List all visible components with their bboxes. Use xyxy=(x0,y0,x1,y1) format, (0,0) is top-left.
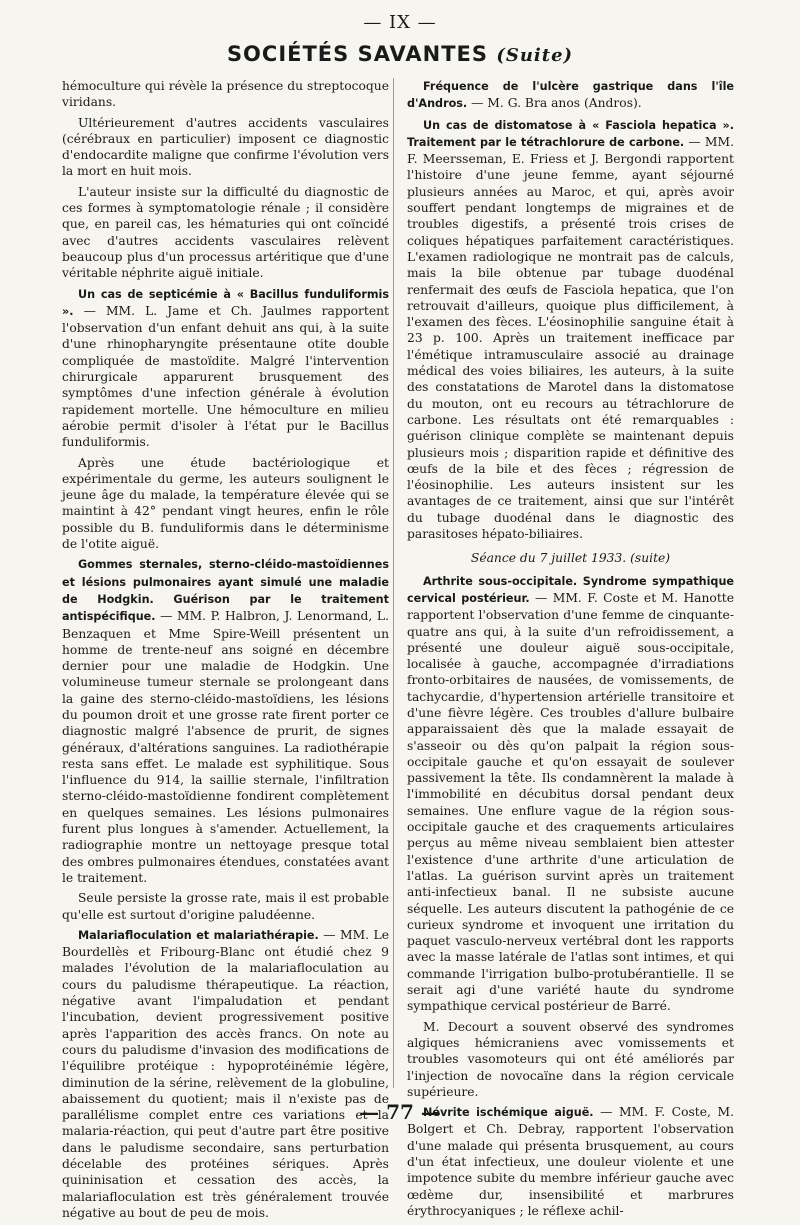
article-title: Un cas de distomatose à « Fasciola hepatica ». Traitement par le tétrachlorure de carbone. xyxy=(407,118,734,149)
article-body: — MM. F. Coste, M. Bolgert et Ch. Debray, rapportent l'observation d'une malade qui présenta brusquement, au cours d'un état infectieux, une douleur violente et une impotence subite du membre inférieur gauche avec œdème dur, insensibilité et marbrures érythrocyaniques ; le réflexe achil- xyxy=(407,1105,734,1218)
left-column xyxy=(62,78,389,1225)
article-body: — MM. Le Bourdellès et Fribourg-Blanc ont étudié chez 9 malades l'évolution de la malariafloculation au cours du paludisme thérapeutique. La réaction, négative avant l'impaludation et pendant l'incubation, devient progressivement positive après l'apparition des accès francs. On note au cours du paludisme d'invasion des modifications de l'équilibre protéique : hypoprotéinémie légère, diminution de la sérine, relèvement de la globuline, abaissement du quotient; mais il n'existe pas de parallélisme complet entre ces variations et la malaria-réaction, qui peut d'autre part être positive dans le paludisme secondaire, sans perturbation décelable des protéines sériques. Après quininisation et cessation des accès, la malariafloculation est très généralement trouvée négative au bout de peu de mois. xyxy=(62,927,389,1220)
section-title-suite: (Suite) xyxy=(496,45,574,66)
page-number: — 77 — xyxy=(359,1100,441,1124)
article-body: — MM. F. Coste et M. Hanotte rapportent l'observation d'une femme de cinquante-quatre ans qui, à la suite d'un refroidissement, a présenté une douleur aiguë sous-occipitale, localisée à gauche, accompagnée d'irradiations fronto-orbitaires de nausées, de vomissements, de tachycardie, d'hypertension artérielle transitoire et d'une fièvre légère. Ces troubles d'allure bulbaire apparaissaient dès que la malade essayait de s'asseoir ou dès qu'on palpait la région sous-occipitale gauche et qu'on essayait de soulever passivement la tête. Ils condamnèrent la malade à l'immobilité en décubitus dorsal pendant deux semaines. Une enflure vague de la région sous-occipitale gauche et des craquements articulaires perçus au même niveau semblaient bien attester l'existence d'une arthrite d'une articulation de l'atlas. La guérison survint après un traitement anti-infectieux banal. Il ne subsiste aucune séquelle. Les auteurs discutent la pathogénie de ce curieux syndrome et invoquent une irritation du paquet vasculo-nerveux vertébral dont les rapports avec la masse latérale de l'atlas sont intimes, et qui commande l'irrigation bulbo-protubérantielle. Il se serait agi d'une variété haute du syndrome sympathique cervical postérieur de Barré. xyxy=(407,590,735,1014)
article-body: — MM. F. Meersseman, E. Friess et J. Bergondi rapportent l'histoire d'une jeune femme, ayant séjourné plusieurs années au Maroc, et qui, après avoir souffert pendant longtemps de migraines et de troubles digestifs, a présenté trois crises de coliques hépatiques parfaitement caractéristiques. L'examen radiologique ne montrait pas de calculs, mais la bile obtenue par tubage duodénal renfermait des œufs de Fasciola hepatica, que l'on retrouvait d'ailleurs, quoique plus difficilement, à l'examen des fèces. L'éosinophilie sanguine était à 23 p. 100. Après un traitement inefficace par l'émétique intramusculaire associé au drainage médical des voies biliaires, les auteurs, à la suite des constatations de Marotel dans la distomatose du mouton, ont eu recours au tétrachlorure de carbone. Les résultats ont été remarquables : guérison clinique complète se maintenant depuis plusieurs mois ; disparition rapide et définitive des œufs de la bile et des fèces ; régression de l'éosinophilie. Les auteurs insistent sur les avantages de ce traitement, ainsi que sur l'intérêt du tubage duodénal dans le diagnostic des parasitoses hépato-biliaires. xyxy=(407,134,734,542)
column-divider xyxy=(393,78,394,1088)
paragraph: Après une étude bactériologique et expérimentale du germe, les auteurs soulignent le jeune âge du malade, la température élevée qui se maintint à 42° pendant vingt heures, enfin le rôle possible du B. funduliformis dans le déterminisme de l'otite aiguë. xyxy=(62,455,389,552)
session-heading: Séance du 7 juillet 1933. (suite) xyxy=(470,551,671,566)
article-entry xyxy=(407,117,734,543)
paragraph: Ultérieurement d'autres accidents vasculaires (cérébraux en particulier) imposent ce diagnostic d'endocardite maligne que confirme l'évolution vers la mort en huit mois. xyxy=(62,115,389,179)
article-title: Un cas de septicémie à « Bacillus funduliformis ». xyxy=(62,287,389,318)
article-entry xyxy=(62,927,389,1221)
article-entry xyxy=(407,78,734,113)
article-body: — MM. L. Jame et Ch. Jaulmes rapportent l'observation d'un enfant dehuit ans qui, à la suite d'une rhinopharyngite présentaune otite double compliquée de mastoïdite. Malgré l'intervention chirurgicale apparurent brusquement des symptômes d'une infection générale à évolution rapidement mortelle. Une hémoculture en milieu aérobie permit d'isoler à l'état pur le Bacillus funduliformis. xyxy=(62,303,389,450)
right-column xyxy=(407,78,734,1223)
article-title: Malariafloculation et malariathérapie. xyxy=(78,928,319,942)
section-title xyxy=(0,42,800,66)
article-title: Gommes sternales, sterno-cléido-mastoïdiennes et lésions pulmonaires ayant simulé une maladie de Hodgkin. Guérison par le traitement antispécifique. xyxy=(62,558,389,624)
article-title: Fréquence de l'ulcère gastrique dans l'île d'Andros. xyxy=(407,80,734,111)
article-entry xyxy=(407,573,734,1015)
paragraph: M. Decourt a souvent observé des syndromes algiques hémicraniens avec vomissements et troubles vasomoteurs qui ont été améliorés par l'injection de novocaïne dans la région cervicale supérieure. xyxy=(407,1019,734,1099)
article-entry xyxy=(62,286,389,451)
paragraph: Seule persiste la grosse rate, mais il est probable qu'elle est surtout d'origine paludéenne. xyxy=(62,891,389,922)
paragraph: L'auteur insiste sur la difficulté du diagnostic de ces formes à symptomatologie rénale ; il considère que, en pareil cas, les hématuries qui ont coïncidé avec d'autres accidents vasculaires relèvent beaucoup plus d'un processus artéritique que d'une véritable néphrite aiguë initiale. xyxy=(62,184,389,281)
section-title-text: SOCIÉTÉS SAVANTES xyxy=(226,42,488,66)
article-title: Névrite ischémique aiguë. xyxy=(423,1106,594,1120)
article-entry xyxy=(62,556,389,886)
paragraph: hémoculture qui révèle la présence du streptocoque viridans. xyxy=(62,79,389,110)
page-roman-numeral: — IX — xyxy=(363,12,437,33)
article-title: Arthrite sous-occipitale. Syndrome sympathique cervical postérieur. xyxy=(407,574,734,605)
article-body: — MM. P. Halbron, J. Lenormand, L. Benzaquen et Mme Spire-Weill présentent un homme de trente-neuf ans soigné en décembre dernier pour une maladie de Hodgkin. Une volumineuse tumeur sternale se prolongeant dans la gaine des sterno-cléido-mastoïdiens, les lésions du poumon droit et une grosse rate firent porter ce diagnostic malgré l'absence de prurit, de signes généraux, d'altérations sanguines. La radiothérapie resta sans effet. Le malade est syphilitique. Sous l'influence du 914, la saillie sternale, l'infiltration sterno-cléido-mastoïdienne fondirent complètement en quelques semaines. Les lésions pulmonaires furent plus longues à s'amender. Actuellement, la radiographie montre un nettoyage presque total des ombres pulmonaires étendues, constatées avant le traitement. xyxy=(62,609,389,885)
article-body: — M. G. Bra anos (Andros). xyxy=(467,96,642,111)
